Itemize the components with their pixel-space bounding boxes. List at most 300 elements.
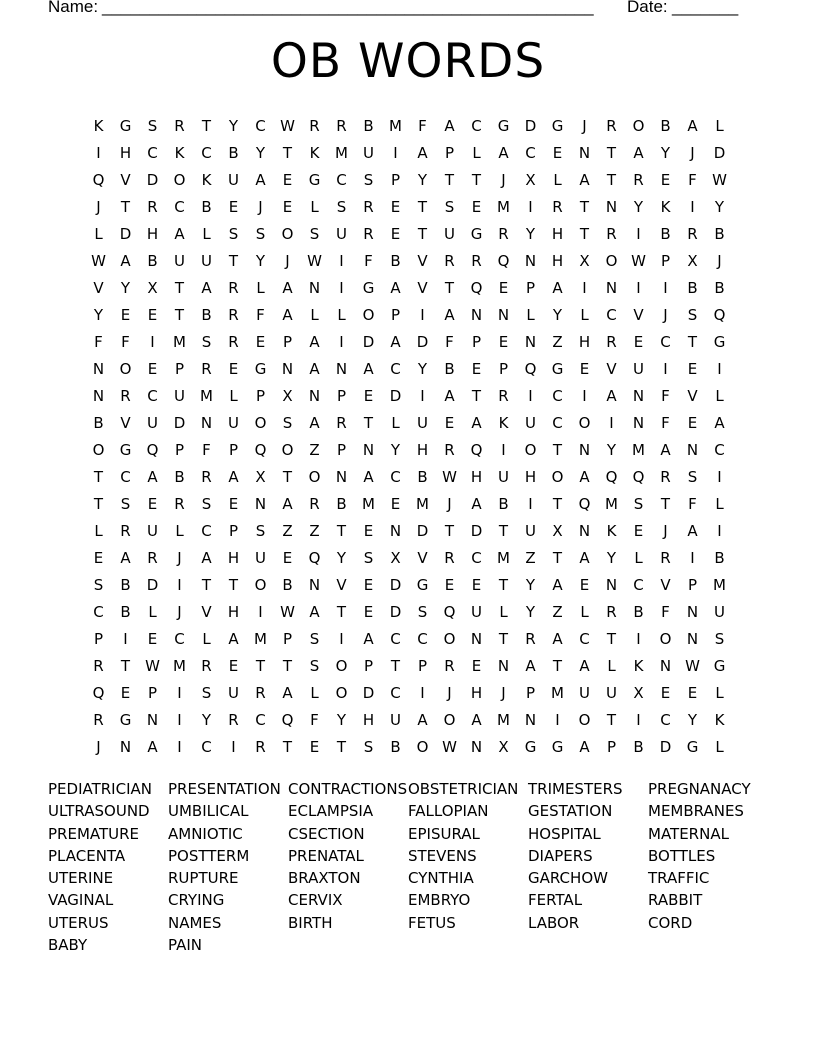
- grid-letter: S: [228, 224, 239, 243]
- grid-letter: J: [258, 197, 263, 216]
- grid-letter: T: [417, 197, 428, 216]
- word-list-item: UTERINE: [48, 869, 114, 888]
- grid-letter: Q: [578, 494, 591, 513]
- grid-letter: X: [579, 251, 590, 270]
- grid-letter: O: [308, 467, 321, 486]
- grid-letter: J: [285, 251, 290, 270]
- grid-letter: U: [579, 683, 590, 702]
- grid-letter: N: [335, 359, 348, 378]
- grid-letter: P: [228, 440, 239, 459]
- grid-letter: E: [255, 332, 266, 351]
- word-list-item: PREGNANACY: [648, 780, 751, 798]
- grid-letter: I: [339, 332, 344, 351]
- grid-letter: A: [552, 575, 563, 594]
- grid-letter: A: [552, 629, 563, 648]
- grid-letter: C: [147, 143, 158, 162]
- grid-letter: O: [254, 413, 267, 432]
- grid-letter: V: [417, 251, 428, 270]
- grid-letter: E: [660, 170, 671, 189]
- grid-letter: W: [712, 170, 727, 189]
- word-list-item: CYNTHIA: [408, 869, 474, 888]
- grid-letter: J: [582, 116, 587, 135]
- grid-letter: S: [255, 521, 266, 540]
- grid-letter: R: [606, 602, 617, 621]
- grid-letter: S: [147, 116, 158, 135]
- grid-letter: E: [390, 197, 401, 216]
- grid-letter: E: [147, 629, 158, 648]
- grid-letter: I: [420, 305, 425, 324]
- grid-letter: Y: [606, 548, 617, 567]
- grid-letter: P: [390, 305, 401, 324]
- grid-letter: A: [444, 305, 455, 324]
- grid-letter: R: [309, 494, 320, 513]
- grid-letter: N: [686, 602, 699, 621]
- grid-letter: O: [443, 629, 456, 648]
- grid-letter: D: [389, 386, 402, 405]
- grid-letter: T: [579, 224, 590, 243]
- grid-letter: Q: [92, 170, 105, 189]
- grid-letter: D: [470, 521, 483, 540]
- grid-letter: G: [713, 332, 726, 351]
- grid-letter: K: [309, 143, 320, 162]
- grid-letter: X: [687, 251, 698, 270]
- word-list-item: POSTTERM: [168, 846, 250, 865]
- grid-letter: K: [201, 170, 212, 189]
- grid-letter: M: [713, 575, 726, 594]
- grid-letter: C: [390, 467, 401, 486]
- grid-letter: A: [147, 467, 158, 486]
- grid-letter: N: [308, 278, 321, 297]
- grid-letter: E: [552, 143, 563, 162]
- grid-letter: V: [120, 413, 131, 432]
- grid-letter: N: [524, 710, 537, 729]
- grid-letter: R: [525, 629, 536, 648]
- grid-letter: L: [310, 197, 319, 216]
- grid-letter: W: [280, 116, 295, 135]
- grid-letter: O: [335, 683, 348, 702]
- grid-letter: O: [416, 737, 429, 756]
- grid-letter: I: [177, 683, 182, 702]
- grid-letter: B: [363, 116, 374, 135]
- grid-letter: B: [228, 143, 239, 162]
- grid-letter: R: [147, 548, 158, 567]
- grid-letter: B: [336, 494, 347, 513]
- grid-letter: E: [471, 197, 482, 216]
- grid-letter: C: [660, 710, 671, 729]
- grid-letter: N: [470, 737, 483, 756]
- grid-letter: I: [690, 197, 695, 216]
- grid-letter: U: [147, 413, 158, 432]
- grid-letter: I: [582, 278, 587, 297]
- grid-letter: M: [389, 116, 402, 135]
- grid-letter: S: [687, 305, 698, 324]
- grid-letter: O: [578, 710, 591, 729]
- grid-letter: H: [146, 224, 159, 243]
- grid-letter: D: [389, 575, 402, 594]
- grid-letter: U: [228, 170, 239, 189]
- grid-letter: A: [228, 629, 239, 648]
- grid-letter: A: [579, 656, 590, 675]
- grid-letter: T: [282, 143, 293, 162]
- word-list-item: NAMES: [168, 913, 222, 932]
- grid-letter: A: [579, 467, 590, 486]
- word-list-item: AMNIOTIC: [168, 824, 243, 843]
- grid-letter: A: [417, 143, 428, 162]
- grid-letter: H: [227, 602, 240, 621]
- grid-letter: F: [661, 386, 670, 405]
- grid-letter: S: [309, 224, 320, 243]
- word-list-item: EMBRYO: [408, 891, 471, 910]
- grid-letter: I: [123, 629, 128, 648]
- grid-letter: A: [120, 548, 131, 567]
- grid-letter: A: [606, 386, 617, 405]
- grid-letter: P: [282, 332, 293, 351]
- grid-letter: B: [660, 116, 671, 135]
- grid-letter: E: [363, 386, 374, 405]
- grid-letter: V: [660, 575, 671, 594]
- grid-letter: O: [254, 575, 267, 594]
- grid-letter: Z: [552, 602, 563, 621]
- grid-letter: N: [686, 629, 699, 648]
- grid-letter: A: [309, 332, 320, 351]
- grid-letter: B: [93, 413, 104, 432]
- grid-letter: R: [552, 197, 563, 216]
- grid-letter: F: [202, 440, 211, 459]
- grid-letter: I: [177, 737, 182, 756]
- word-list-item: ULTRASOUND: [48, 802, 150, 821]
- grid-letter: N: [605, 278, 618, 297]
- grid-letter: F: [310, 710, 319, 729]
- grid-letter: Z: [282, 521, 293, 540]
- grid-letter: C: [390, 683, 401, 702]
- grid-letter: L: [715, 494, 724, 513]
- grid-letter: Q: [443, 602, 456, 621]
- grid-letter: H: [470, 467, 483, 486]
- grid-letter: T: [552, 548, 563, 567]
- grid-letter: T: [498, 575, 509, 594]
- grid-letter: U: [228, 413, 239, 432]
- grid-letter: C: [201, 737, 212, 756]
- grid-letter: I: [528, 197, 533, 216]
- grid-letter: Q: [524, 359, 537, 378]
- grid-letter: D: [362, 683, 375, 702]
- grid-letter: T: [93, 494, 104, 513]
- grid-letter: E: [687, 413, 698, 432]
- grid-letter: P: [471, 332, 482, 351]
- grid-letter: I: [582, 386, 587, 405]
- grid-letter: I: [231, 737, 236, 756]
- word-list-item: EPISURAL: [408, 824, 480, 843]
- grid-letter: W: [280, 602, 295, 621]
- grid-letter: Q: [146, 440, 159, 459]
- grid-letter: P: [525, 278, 536, 297]
- grid-letter: L: [229, 386, 238, 405]
- grid-letter: R: [444, 656, 455, 675]
- grid-letter: R: [633, 170, 644, 189]
- grid-letter: U: [606, 683, 617, 702]
- word-list-item: FALLOPIAN: [408, 802, 489, 821]
- grid-letter: N: [92, 359, 105, 378]
- grid-letter: O: [173, 170, 186, 189]
- grid-letter: V: [336, 575, 347, 594]
- grid-letter: I: [96, 143, 101, 162]
- grid-letter: D: [362, 332, 375, 351]
- grid-letter: J: [690, 143, 695, 162]
- grid-letter: E: [228, 359, 239, 378]
- grid-letter: I: [420, 683, 425, 702]
- grid-letter: Y: [417, 359, 428, 378]
- grid-letter: E: [282, 170, 293, 189]
- grid-letter: D: [389, 602, 402, 621]
- grid-letter: Q: [497, 251, 510, 270]
- grid-letter: O: [605, 251, 618, 270]
- grid-letter: D: [659, 737, 672, 756]
- grid-letter: Y: [633, 197, 644, 216]
- grid-letter: P: [282, 629, 293, 648]
- grid-letter: R: [660, 467, 671, 486]
- grid-letter: P: [687, 575, 698, 594]
- name-label: Name:: [48, 0, 99, 16]
- word-list-item: FERTAL: [528, 891, 583, 910]
- grid-letter: Q: [308, 548, 321, 567]
- grid-letter: T: [174, 278, 185, 297]
- grid-letter: T: [471, 170, 482, 189]
- word-list-item: MATERNAL: [648, 824, 729, 843]
- word-list-item: PEDIATRICIAN: [48, 780, 152, 798]
- grid-letter: L: [553, 170, 562, 189]
- grid-letter: N: [578, 143, 591, 162]
- word-list-item: BRAXTON: [288, 869, 361, 888]
- grid-letter: L: [337, 305, 346, 324]
- word-list-item: CSECTION: [288, 824, 365, 843]
- grid-letter: V: [417, 548, 428, 567]
- grid-letter: R: [606, 224, 617, 243]
- grid-letter: O: [632, 116, 645, 135]
- grid-letter: C: [552, 386, 563, 405]
- grid-letter: K: [714, 710, 725, 729]
- grid-letter: V: [201, 602, 212, 621]
- grid-letter: E: [390, 494, 401, 513]
- grid-letter: J: [96, 197, 101, 216]
- grid-letter: Q: [605, 467, 618, 486]
- grid-letter: C: [201, 143, 212, 162]
- grid-letter: P: [93, 629, 104, 648]
- grid-letter: A: [471, 413, 482, 432]
- grid-letter: L: [310, 305, 319, 324]
- grid-letter: B: [714, 224, 725, 243]
- grid-letter: O: [659, 629, 672, 648]
- grid-letter: F: [688, 494, 697, 513]
- grid-letter: S: [363, 170, 374, 189]
- grid-letter: Z: [525, 548, 536, 567]
- grid-letter: S: [309, 656, 320, 675]
- grid-letter: I: [609, 413, 614, 432]
- grid-letter: P: [174, 359, 185, 378]
- grid-letter: R: [228, 710, 239, 729]
- grid-letter: N: [146, 710, 159, 729]
- grid-letter: A: [201, 548, 212, 567]
- grid-letter: U: [201, 251, 212, 270]
- grid-letter: N: [200, 413, 213, 432]
- grid-letter: P: [336, 440, 347, 459]
- grid-letter: E: [228, 494, 239, 513]
- grid-letter: Y: [687, 710, 698, 729]
- grid-letter: A: [579, 170, 590, 189]
- grid-letter: H: [470, 683, 483, 702]
- grid-letter: H: [416, 440, 429, 459]
- grid-letter: A: [714, 413, 725, 432]
- grid-letter: A: [660, 440, 671, 459]
- grid-letter: Q: [632, 467, 645, 486]
- grid-letter: A: [228, 467, 239, 486]
- grid-letter: L: [175, 521, 184, 540]
- grid-letter: D: [416, 332, 429, 351]
- grid-letter: E: [390, 224, 401, 243]
- grid-letter: T: [606, 143, 617, 162]
- grid-letter: J: [447, 494, 452, 513]
- grid-letter: I: [177, 710, 182, 729]
- grid-letter: S: [93, 575, 104, 594]
- grid-letter: P: [444, 143, 455, 162]
- grid-letter: E: [498, 332, 509, 351]
- word-list-item: BOTTLES: [648, 846, 716, 865]
- grid-letter: G: [416, 575, 429, 594]
- grid-letter: N: [470, 305, 483, 324]
- grid-letter: E: [282, 197, 293, 216]
- word-list-item: GESTATION: [528, 802, 613, 821]
- grid-letter: G: [686, 737, 699, 756]
- grid-letter: R: [120, 386, 131, 405]
- grid-letter: T: [552, 440, 563, 459]
- grid-letter: E: [471, 575, 482, 594]
- grid-letter: B: [444, 359, 455, 378]
- grid-letter: C: [525, 143, 536, 162]
- grid-letter: O: [551, 467, 564, 486]
- grid-letter: A: [309, 359, 320, 378]
- grid-letter: C: [552, 413, 563, 432]
- grid-letter: U: [633, 359, 644, 378]
- grid-letter: R: [309, 116, 320, 135]
- grid-letter: A: [525, 656, 536, 675]
- grid-letter: M: [551, 683, 564, 702]
- grid-letter: R: [606, 332, 617, 351]
- grid-letter: N: [119, 737, 132, 756]
- grid-letter: E: [282, 548, 293, 567]
- grid-letter: L: [256, 278, 265, 297]
- grid-letter: N: [470, 629, 483, 648]
- grid-letter: V: [606, 359, 617, 378]
- grid-letter: J: [663, 521, 668, 540]
- grid-letter: J: [501, 683, 506, 702]
- grid-letter: R: [255, 737, 266, 756]
- grid-letter: K: [498, 413, 509, 432]
- grid-letter: H: [524, 467, 537, 486]
- grid-letter: C: [471, 548, 482, 567]
- grid-letter: G: [254, 359, 267, 378]
- grid-letter: C: [660, 332, 671, 351]
- page-title: OB WORDS: [270, 34, 546, 89]
- grid-letter: F: [418, 116, 427, 135]
- grid-letter: E: [633, 521, 644, 540]
- grid-letter: R: [660, 548, 671, 567]
- grid-letter: S: [714, 629, 725, 648]
- grid-letter: S: [363, 737, 374, 756]
- grid-letter: T: [228, 251, 239, 270]
- grid-letter: F: [661, 602, 670, 621]
- grid-letter: P: [660, 251, 671, 270]
- grid-letter: U: [336, 224, 347, 243]
- grid-letter: T: [228, 575, 239, 594]
- grid-letter: R: [93, 656, 104, 675]
- grid-letter: A: [687, 116, 698, 135]
- grid-letter: U: [525, 413, 536, 432]
- grid-letter: M: [605, 494, 618, 513]
- grid-letter: B: [120, 575, 131, 594]
- grid-letter: R: [444, 251, 455, 270]
- grid-letter: I: [258, 602, 263, 621]
- grid-letter: T: [255, 656, 266, 675]
- grid-letter: X: [255, 467, 266, 486]
- grid-letter: R: [471, 251, 482, 270]
- grid-letter: Q: [470, 440, 483, 459]
- grid-letter: A: [633, 143, 644, 162]
- grid-letter: G: [524, 737, 537, 756]
- grid-letter: H: [362, 710, 375, 729]
- grid-letter: A: [552, 278, 563, 297]
- grid-letter: O: [524, 440, 537, 459]
- grid-letter: A: [579, 548, 590, 567]
- grid-letter: A: [687, 521, 698, 540]
- grid-letter: Y: [336, 548, 347, 567]
- grid-letter: B: [282, 575, 293, 594]
- grid-letter: R: [336, 413, 347, 432]
- grid-letter: T: [282, 467, 293, 486]
- grid-letter: I: [717, 467, 722, 486]
- word-list-item: PREMATURE: [48, 824, 140, 843]
- grid-letter: A: [363, 467, 374, 486]
- letter-grid: [85, 112, 733, 760]
- grid-letter: N: [632, 386, 645, 405]
- grid-letter: A: [444, 386, 455, 405]
- grid-letter: W: [442, 737, 457, 756]
- grid-letter: E: [444, 575, 455, 594]
- grid-letter: R: [201, 467, 212, 486]
- grid-letter: N: [524, 332, 537, 351]
- word-list-item: RUPTURE: [168, 869, 239, 888]
- grid-letter: V: [417, 278, 428, 297]
- grid-letter: C: [201, 521, 212, 540]
- word-list-item: ECLAMPSIA: [288, 802, 374, 821]
- grid-letter: Y: [201, 710, 212, 729]
- grid-letter: U: [390, 710, 401, 729]
- grid-letter: I: [339, 278, 344, 297]
- grid-letter: Y: [93, 305, 104, 324]
- grid-letter: Y: [255, 251, 266, 270]
- grid-letter: S: [309, 629, 320, 648]
- grid-letter: C: [606, 305, 617, 324]
- grid-letter: N: [659, 656, 672, 675]
- grid-letter: T: [606, 629, 617, 648]
- grid-letter: O: [119, 359, 132, 378]
- grid-letter: A: [201, 278, 212, 297]
- grid-letter: C: [174, 197, 185, 216]
- grid-letter: Y: [525, 224, 536, 243]
- grid-letter: I: [636, 710, 641, 729]
- grid-letter: J: [663, 305, 668, 324]
- grid-letter: R: [255, 683, 266, 702]
- grid-letter: H: [578, 332, 591, 351]
- grid-letter: B: [201, 305, 212, 324]
